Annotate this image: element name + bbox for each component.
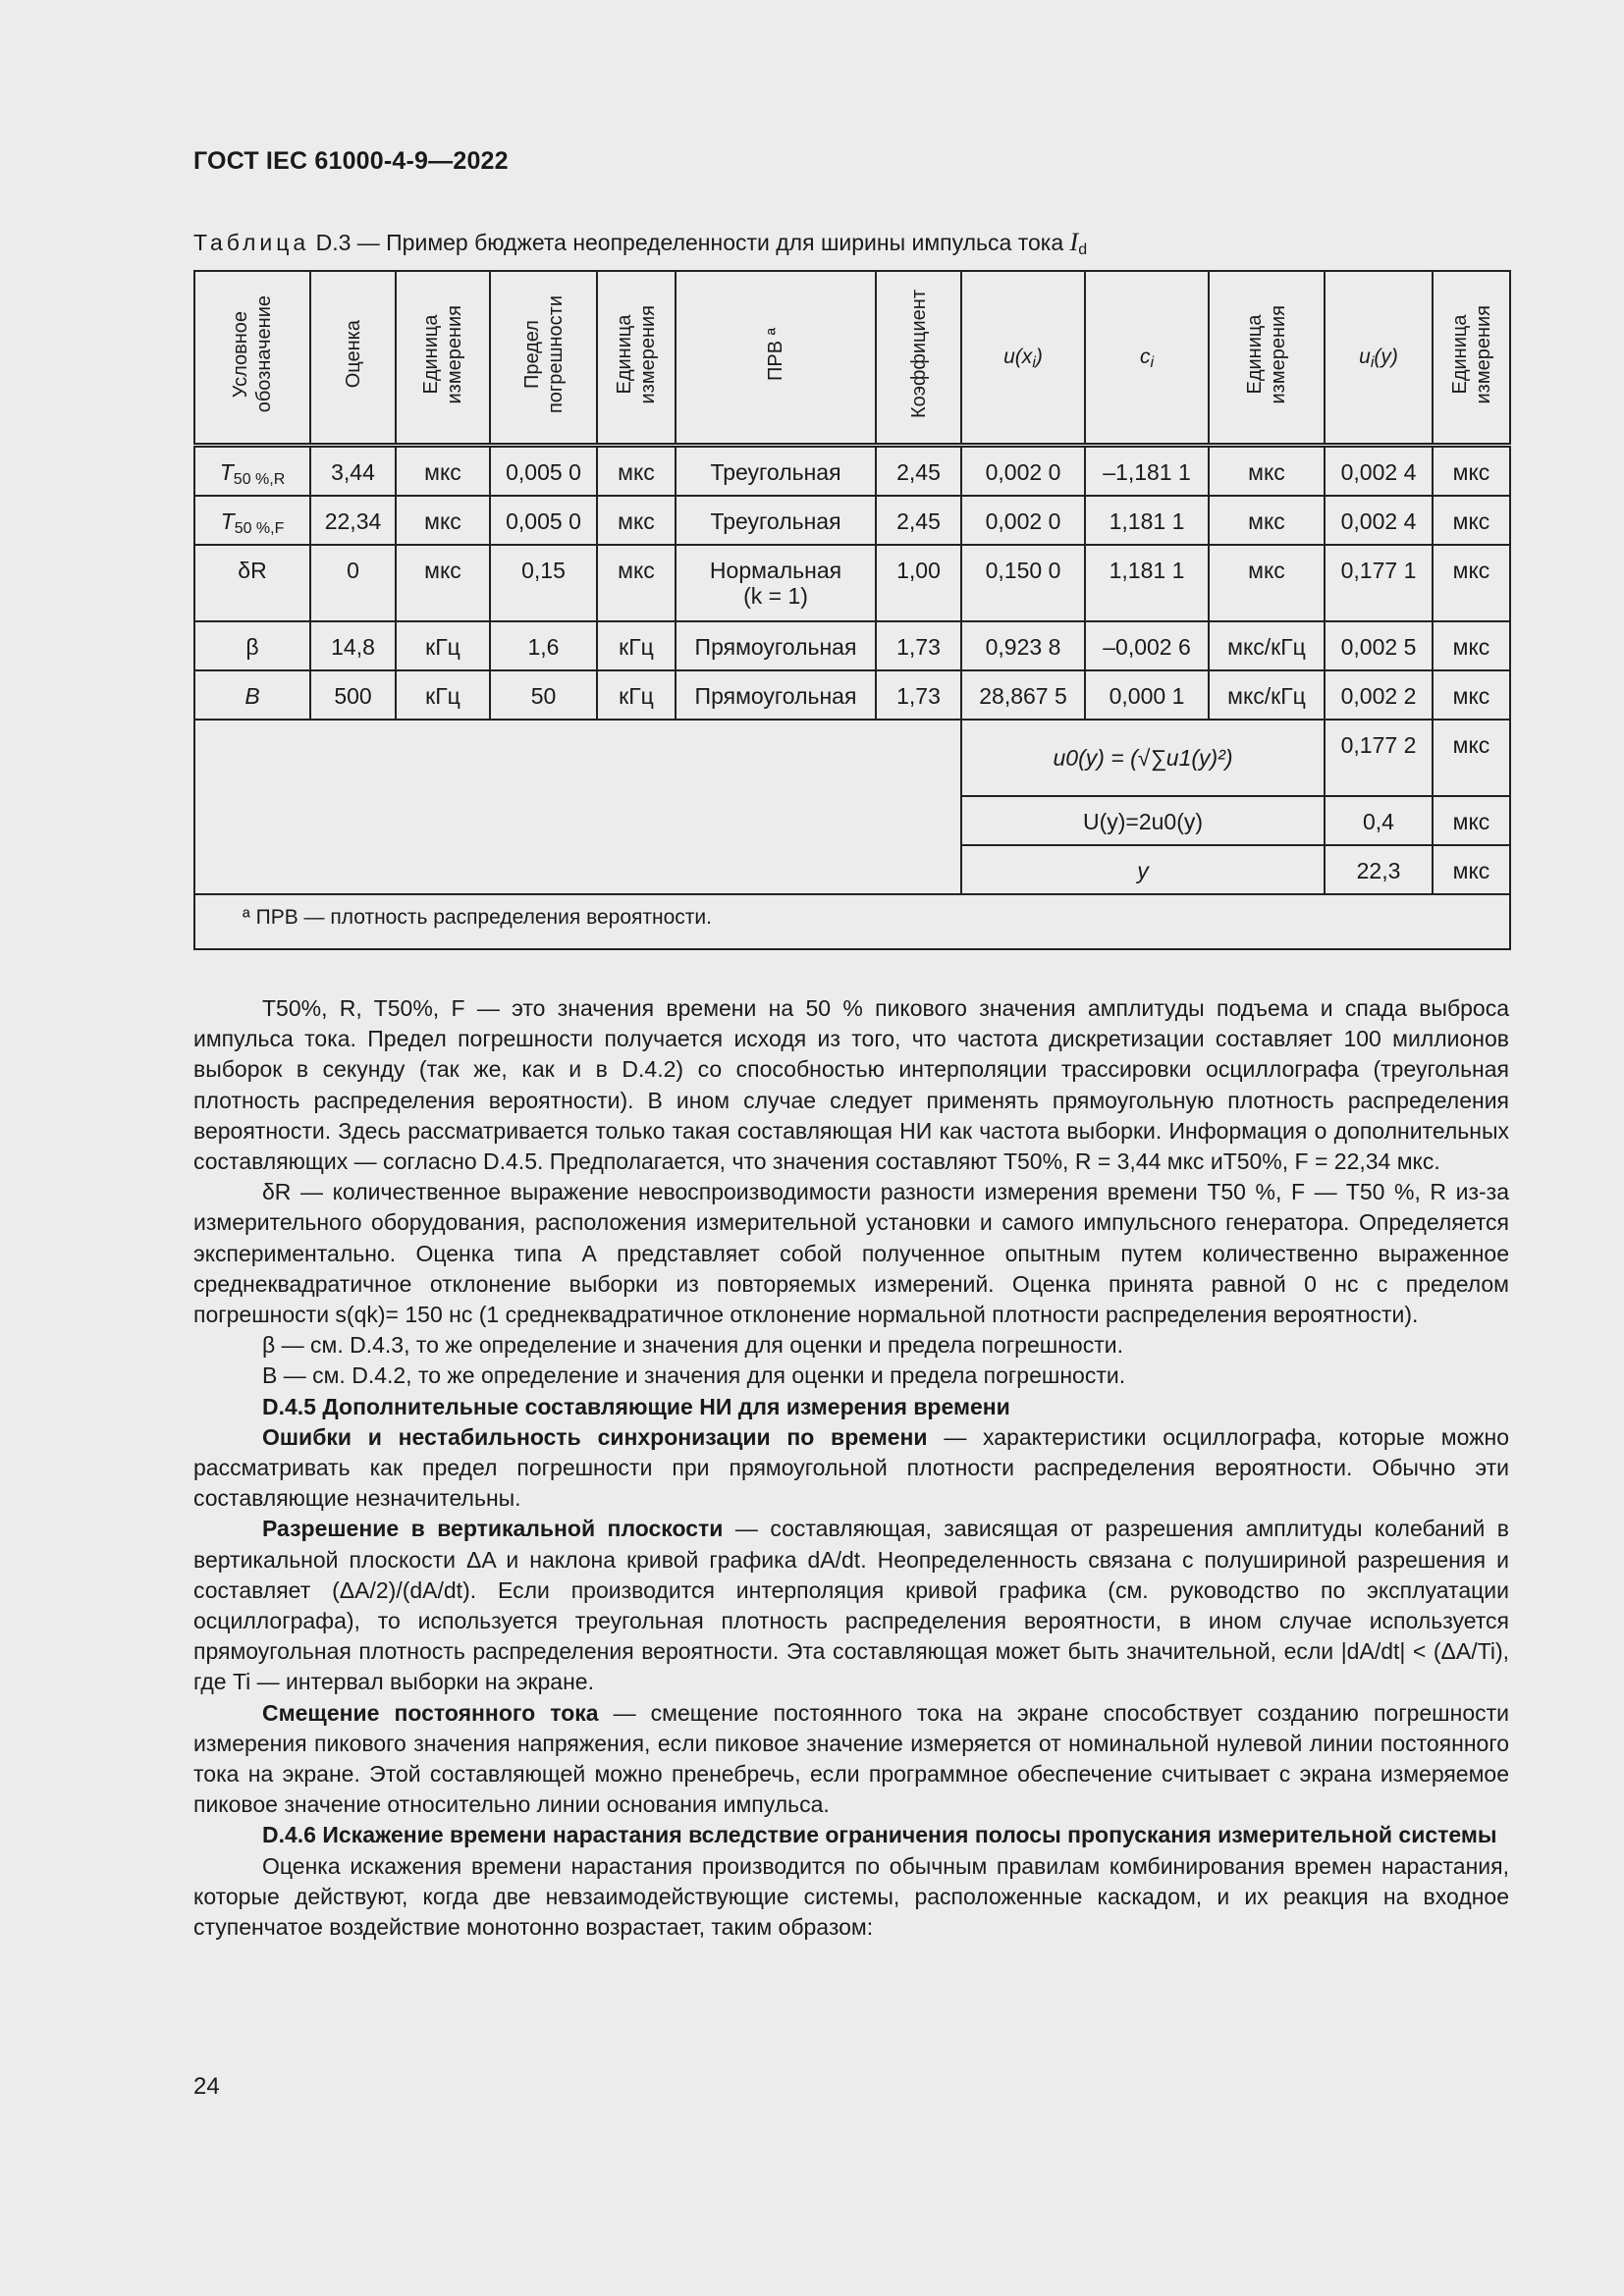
table-row — [194, 545, 1510, 621]
cell-ci: –0,002 6 — [1085, 621, 1209, 670]
cell-prv: Треугольная — [676, 496, 876, 545]
cell-ux: 0,002 0 — [961, 446, 1085, 497]
paragraph: Ошибки и нестабильность синхронизации по времени — характеристики осциллографа, которые можно рассматривать как предел погрешности при прямоугольной плотности распределения вероятности. Обычно эти составляющие незначительны. — [193, 1423, 1509, 1512]
paragraph: B — см. D.4.2, то же определение и значения для оценки и предела погрешности. — [262, 1362, 1126, 1389]
body-text — [193, 993, 1509, 1943]
u0-formula-cell — [961, 720, 1325, 796]
cell-ux: 0,150 0 — [961, 545, 1085, 621]
cell-unit: мкс/кГц — [1209, 621, 1325, 670]
U-formula: U(y)=2u0(y) — [961, 796, 1325, 845]
cell-prv: Прямоугольная — [676, 621, 876, 670]
cell-unit: мкс — [1209, 496, 1325, 545]
cell-symbol: δR — [194, 545, 310, 621]
paragraph: T50%, R, T50%, F — это значения времени на 50 % пикового значения амплитуды подъема и спада выброса импульса тока. Предел погрешности получается исходя из того, что частота дискретизации составляет 100 миллионов выборок в секунду (так же, как и в D.4.2) со способностью интерполяции трассировки осциллографа (треугольная плотность распределения вероятности). В ином случае следует применять прямоугольную плотность распределения вероятности. Здесь рассматривается только такая составляющая НИ как частота выборки. Информация о дополнительных составляющих — согласно D.4.5. Предполагается, что значения составляют T50%, R = 3,44 мкс иT50%, F = 22,34 мкс. — [193, 995, 1509, 1175]
U-value: 0,4 — [1325, 796, 1433, 845]
cell-prv: Нормальная (k = 1) — [676, 545, 876, 621]
cell-estimate: 500 — [310, 670, 396, 720]
cell-unit: кГц — [396, 621, 490, 670]
cell-limit: 0,005 0 — [490, 496, 597, 545]
u0-value: 0,177 2 — [1325, 720, 1433, 796]
y-label: y — [961, 845, 1325, 894]
col-header-unit-2: Единица измерения — [597, 271, 676, 446]
section-heading: D.4.5 Дополнительные составляющие НИ для измерения времени — [262, 1393, 1010, 1419]
cell-estimate: 3,44 — [310, 446, 396, 497]
cell-ci: 0,000 1 — [1085, 670, 1209, 720]
cell-unit: мкс — [1433, 446, 1510, 497]
col-header-unit-1: Единица измерения — [396, 271, 490, 446]
document-code-header: ГОСТ IEC 61000-4-9—2022 — [193, 147, 509, 175]
cell-estimate: 0 — [310, 545, 396, 621]
col-header-symbol: Условное обозначение — [194, 271, 310, 446]
cell-ux: 0,002 0 — [961, 496, 1085, 545]
cell-ui: 0,177 1 — [1325, 545, 1433, 621]
table-caption-symbol: I — [1069, 228, 1079, 256]
cell-unit: мкс — [1209, 446, 1325, 497]
cell-unit: мкс — [396, 496, 490, 545]
col-header-estimate: Оценка — [310, 271, 396, 446]
cell-limit: 50 — [490, 670, 597, 720]
table-caption-symbol-sub: d — [1078, 241, 1088, 258]
y-value: 22,3 — [1325, 845, 1433, 894]
cell-ci: –1,181 1 — [1085, 446, 1209, 497]
col-header-unit-3: Единица измерения — [1209, 271, 1325, 446]
cell-limit: 0,15 — [490, 545, 597, 621]
cell-unit: мкс — [597, 446, 676, 497]
U-unit: мкс — [1433, 796, 1510, 845]
cell-ui: 0,002 4 — [1325, 496, 1433, 545]
cell-unit: кГц — [597, 621, 676, 670]
cell-ux: 0,923 8 — [961, 621, 1085, 670]
cell-limit: 0,005 0 — [490, 446, 597, 497]
cell-ui: 0,002 2 — [1325, 670, 1433, 720]
summary-blank-cell — [194, 720, 961, 894]
cell-prv: Прямоугольная — [676, 670, 876, 720]
cell-coefficient: 2,45 — [876, 446, 961, 497]
section-heading: D.4.6 Искажение времени нарастания вследствие ограничения полосы пропускания измерительной системы — [262, 1822, 1497, 1848]
cell-prv: Треугольная — [676, 446, 876, 497]
uncertainty-budget-table — [193, 270, 1511, 950]
table-caption-prefix: Таблица — [193, 230, 310, 255]
cell-unit: мкс — [396, 446, 490, 497]
footnote-row — [194, 894, 1510, 949]
table-footnote: ª ПРВ — плотность распределения вероятности. — [194, 894, 1510, 949]
cell-symbol: $T_{50 \%,F}$ — [194, 496, 310, 545]
cell-ci: 1,181 1 — [1085, 496, 1209, 545]
cell-unit: мкс — [597, 545, 676, 621]
paragraph: δR — количественное выражение невоспроизводимости разности измерения времени T50 %, F — T50 %, R из-за измерительного оборудования, расположения измерительной установки и самого импульсного генератора. Определяется экспериментально. Оценка типа А представляет собой полученное опытным путем количественно выраженное среднеквадратичное отклонение выборки из повторяемых измерений. Оценка принята равной 0 нс с пределом погрешности s(qk)= 150 нс (1 среднеквадратичное отклонение нормальной плотности распределения вероятности). — [193, 1179, 1509, 1328]
page-number: 24 — [193, 2073, 220, 2100]
cell-symbol: β — [194, 621, 310, 670]
table-row — [194, 446, 1510, 497]
cell-unit: кГц — [597, 670, 676, 720]
cell-ci: 1,181 1 — [1085, 545, 1209, 621]
table-row — [194, 621, 1510, 670]
cell-estimate: 14,8 — [310, 621, 396, 670]
paragraph: Оценка искажения времени нарастания производится по обычным правилам комбинирования времен нарастания, которые действуют, когда две невзаимодействующие системы, расположенные каскадом, и их реакция на входное ступенчатое воздействие монотонно возрастает, таким образом: — [193, 1852, 1509, 1941]
table-row — [194, 670, 1510, 720]
cell-coefficient: 1,73 — [876, 621, 961, 670]
col-header-ci: $c_i$ — [1085, 271, 1209, 446]
table-caption — [193, 228, 1087, 259]
cell-estimate: 22,34 — [310, 496, 396, 545]
cell-unit: мкс — [1433, 545, 1510, 621]
cell-ux: 28,867 5 — [961, 670, 1085, 720]
cell-unit: мкс — [1433, 670, 1510, 720]
cell-unit: мкс — [396, 545, 490, 621]
u0-formula: u0(y) = (√∑u1(y)²) — [1053, 745, 1233, 771]
col-header-coefficient: Коэффициент — [876, 271, 961, 446]
cell-symbol: B — [194, 670, 310, 720]
cell-symbol: $T_{50 \%,R}$ — [194, 446, 310, 497]
cell-ui: 0,002 5 — [1325, 621, 1433, 670]
col-header-unit-4: Единица измерения — [1433, 271, 1510, 446]
cell-unit: мкс — [1433, 496, 1510, 545]
cell-unit: мкс — [597, 496, 676, 545]
cell-unit: мкс/кГц — [1209, 670, 1325, 720]
col-header-ui: $u_i(y)$ — [1325, 271, 1433, 446]
cell-ui: 0,002 4 — [1325, 446, 1433, 497]
u0-unit: мкс — [1433, 720, 1510, 796]
table-caption-text: D.3 — Пример бюджета неопределенности для ширины импульса тока — [315, 230, 1064, 255]
paragraph: β — см. D.4.3, то же определение и значения для оценки и предела погрешности. — [262, 1332, 1123, 1359]
cell-unit: мкс — [1433, 621, 1510, 670]
cell-unit: мкс — [1209, 545, 1325, 621]
cell-coefficient: 1,73 — [876, 670, 961, 720]
table-row — [194, 496, 1510, 545]
paragraph: Разрешение в вертикальной плоскости — составляющая, зависящая от разрешения амплитуды колебаний в вертикальной плоскости ΔA и наклона кривой графика dA/dt. Неопределенность связана с полушириной разрешения и составляет (ΔA/2)/(dA/dt). Если производится интерполяция кривой графика (см. руководство по эксплуатации осциллографа), то используется треугольная плотность распределения вероятности, в ином случае используется прямоугольная плотность распределения вероятности. Эта составляющая может быть значительной, если |dA/dt| < (ΔA/Ti), где Ti — интервал выборки на экране. — [193, 1516, 1509, 1695]
col-header-prv: ПРВ ª — [676, 271, 876, 446]
cell-coefficient: 2,45 — [876, 496, 961, 545]
cell-limit: 1,6 — [490, 621, 597, 670]
y-unit: мкс — [1433, 845, 1510, 894]
cell-unit: кГц — [396, 670, 490, 720]
col-header-error-limit: Предел погрешности — [490, 271, 597, 446]
table-header-row — [194, 271, 1510, 446]
summary-row-u0 — [194, 720, 1510, 796]
cell-coefficient: 1,00 — [876, 545, 961, 621]
paragraph: Смещение постоянного тока — смещение постоянного тока на экране способствует созданию погрешности измерения пикового значения напряжения, если пиковое значение измеряется от номинальной нулевой линии постоянного тока на экране. Этой составляющей можно пренебречь, если программное обеспечение считывает с экрана измеряемое пиковое значение относительно линии основания импульса. — [193, 1699, 1510, 1818]
col-header-ux: $u(x_i)$ — [961, 271, 1085, 446]
